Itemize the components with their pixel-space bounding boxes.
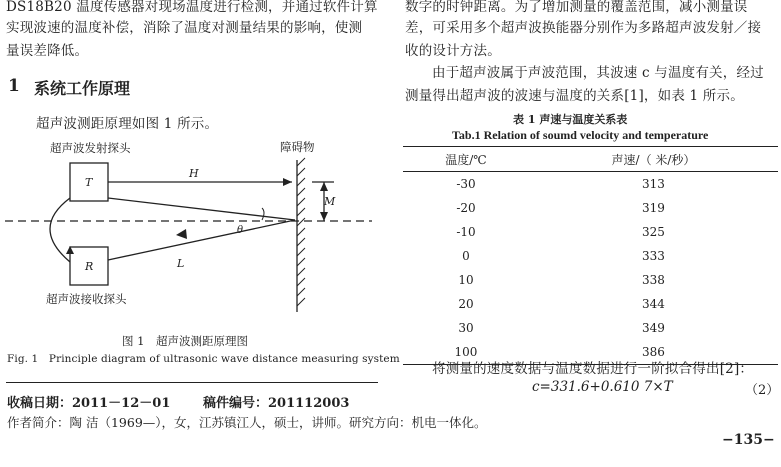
label-h: H xyxy=(189,167,199,180)
figure-intro-text: 超声波测距原理如图 1 所示。 xyxy=(36,116,219,132)
obstacle-hatching xyxy=(297,158,305,306)
label-receiver: 超声波接收探头 xyxy=(46,292,127,306)
angle-arc xyxy=(262,208,264,220)
table-title-cn: 表 1 声速与温度关系表 xyxy=(513,113,628,126)
arrowheads xyxy=(66,178,328,254)
right-paragraph-line-2: 差，可采用多个超声波换能器分别作为多路超声波发射／接 xyxy=(405,20,762,36)
table-row: 100 386 xyxy=(403,340,778,365)
table-title-en: Tab.1 Relation of soumd velocity and temperature xyxy=(452,128,709,142)
right-paragraph-2-line-2: 测量得出超声波的波速与温度的关系[1]，如表 1 所示。 xyxy=(405,88,744,104)
box-r-label: R xyxy=(85,260,94,273)
figure-caption-en: Fig. 1 Principle diagram of ultrasonic wave distance measuring system xyxy=(7,353,400,365)
table-row: -30 313 xyxy=(456,177,665,191)
label-l: L xyxy=(177,257,185,270)
label-obstacle: 障碍物 xyxy=(280,140,315,154)
figure-caption-cn: 图 1 超声波测距原理图 xyxy=(122,334,248,348)
right-paragraph-2-line-1: 由于超声波属于声波范围，其波速 c 与温度有关，经过 xyxy=(432,65,764,81)
ultrasonic-ranging-diagram xyxy=(0,0,400,330)
table-row: 20 344 xyxy=(458,297,665,311)
manuscript-number: 稿件编号：201112003 xyxy=(203,396,350,411)
velocity-temperature-table xyxy=(403,146,778,365)
table-row: 10 338 xyxy=(458,273,665,287)
page-number: −135− xyxy=(722,432,775,448)
incident-ray xyxy=(108,198,295,220)
received-date: 收稿日期：2011－12－01 xyxy=(7,396,171,411)
table-header-temperature: 温度/℃ xyxy=(403,147,529,172)
left-paragraph-line-1: DS18B20 温度传感器对现场温度进行检测，并通过软件计算 xyxy=(6,0,378,15)
table-row: 0 333 xyxy=(462,249,665,263)
table-row: 30 349 xyxy=(458,321,665,335)
author-bio: 作者简介：陶 洁（1969—），女，江苏镇江人，硕士，讲师。研究方向：机电一体化。 xyxy=(7,415,487,430)
right-paragraph-line-1: 数字的时钟距离。为了增加测量的覆盖范围，减小测量误 xyxy=(405,0,748,15)
left-paragraph-line-3: 量误差降低。 xyxy=(6,43,89,59)
table-row: -10 325 xyxy=(456,225,665,239)
right-paragraph-line-3: 收的设计方法。 xyxy=(405,43,501,59)
fit-text: 将测量的速度数据与温度数据进行一阶拟合得出[2]： xyxy=(432,361,754,377)
left-paragraph-line-2: 实现波速的温度补偿，消除了温度对测量结果的影响，使测 xyxy=(6,20,363,36)
equation: c=331.6+0.610 7×T xyxy=(532,379,673,395)
section-title: 系统工作原理 xyxy=(34,79,131,98)
label-transmitter: 超声波发射探头 xyxy=(50,141,131,155)
section-number: 1 xyxy=(8,76,20,96)
label-theta: θ xyxy=(237,225,244,236)
footnote-rule xyxy=(6,382,378,383)
label-m: M xyxy=(324,195,336,208)
equation-number: （2） xyxy=(745,383,780,398)
box-t-label: T xyxy=(85,176,93,189)
table-row: -20 319 xyxy=(456,201,665,215)
reflected-ray xyxy=(108,220,295,260)
table-header-velocity: 声速/（ 米/秒） xyxy=(529,147,778,172)
